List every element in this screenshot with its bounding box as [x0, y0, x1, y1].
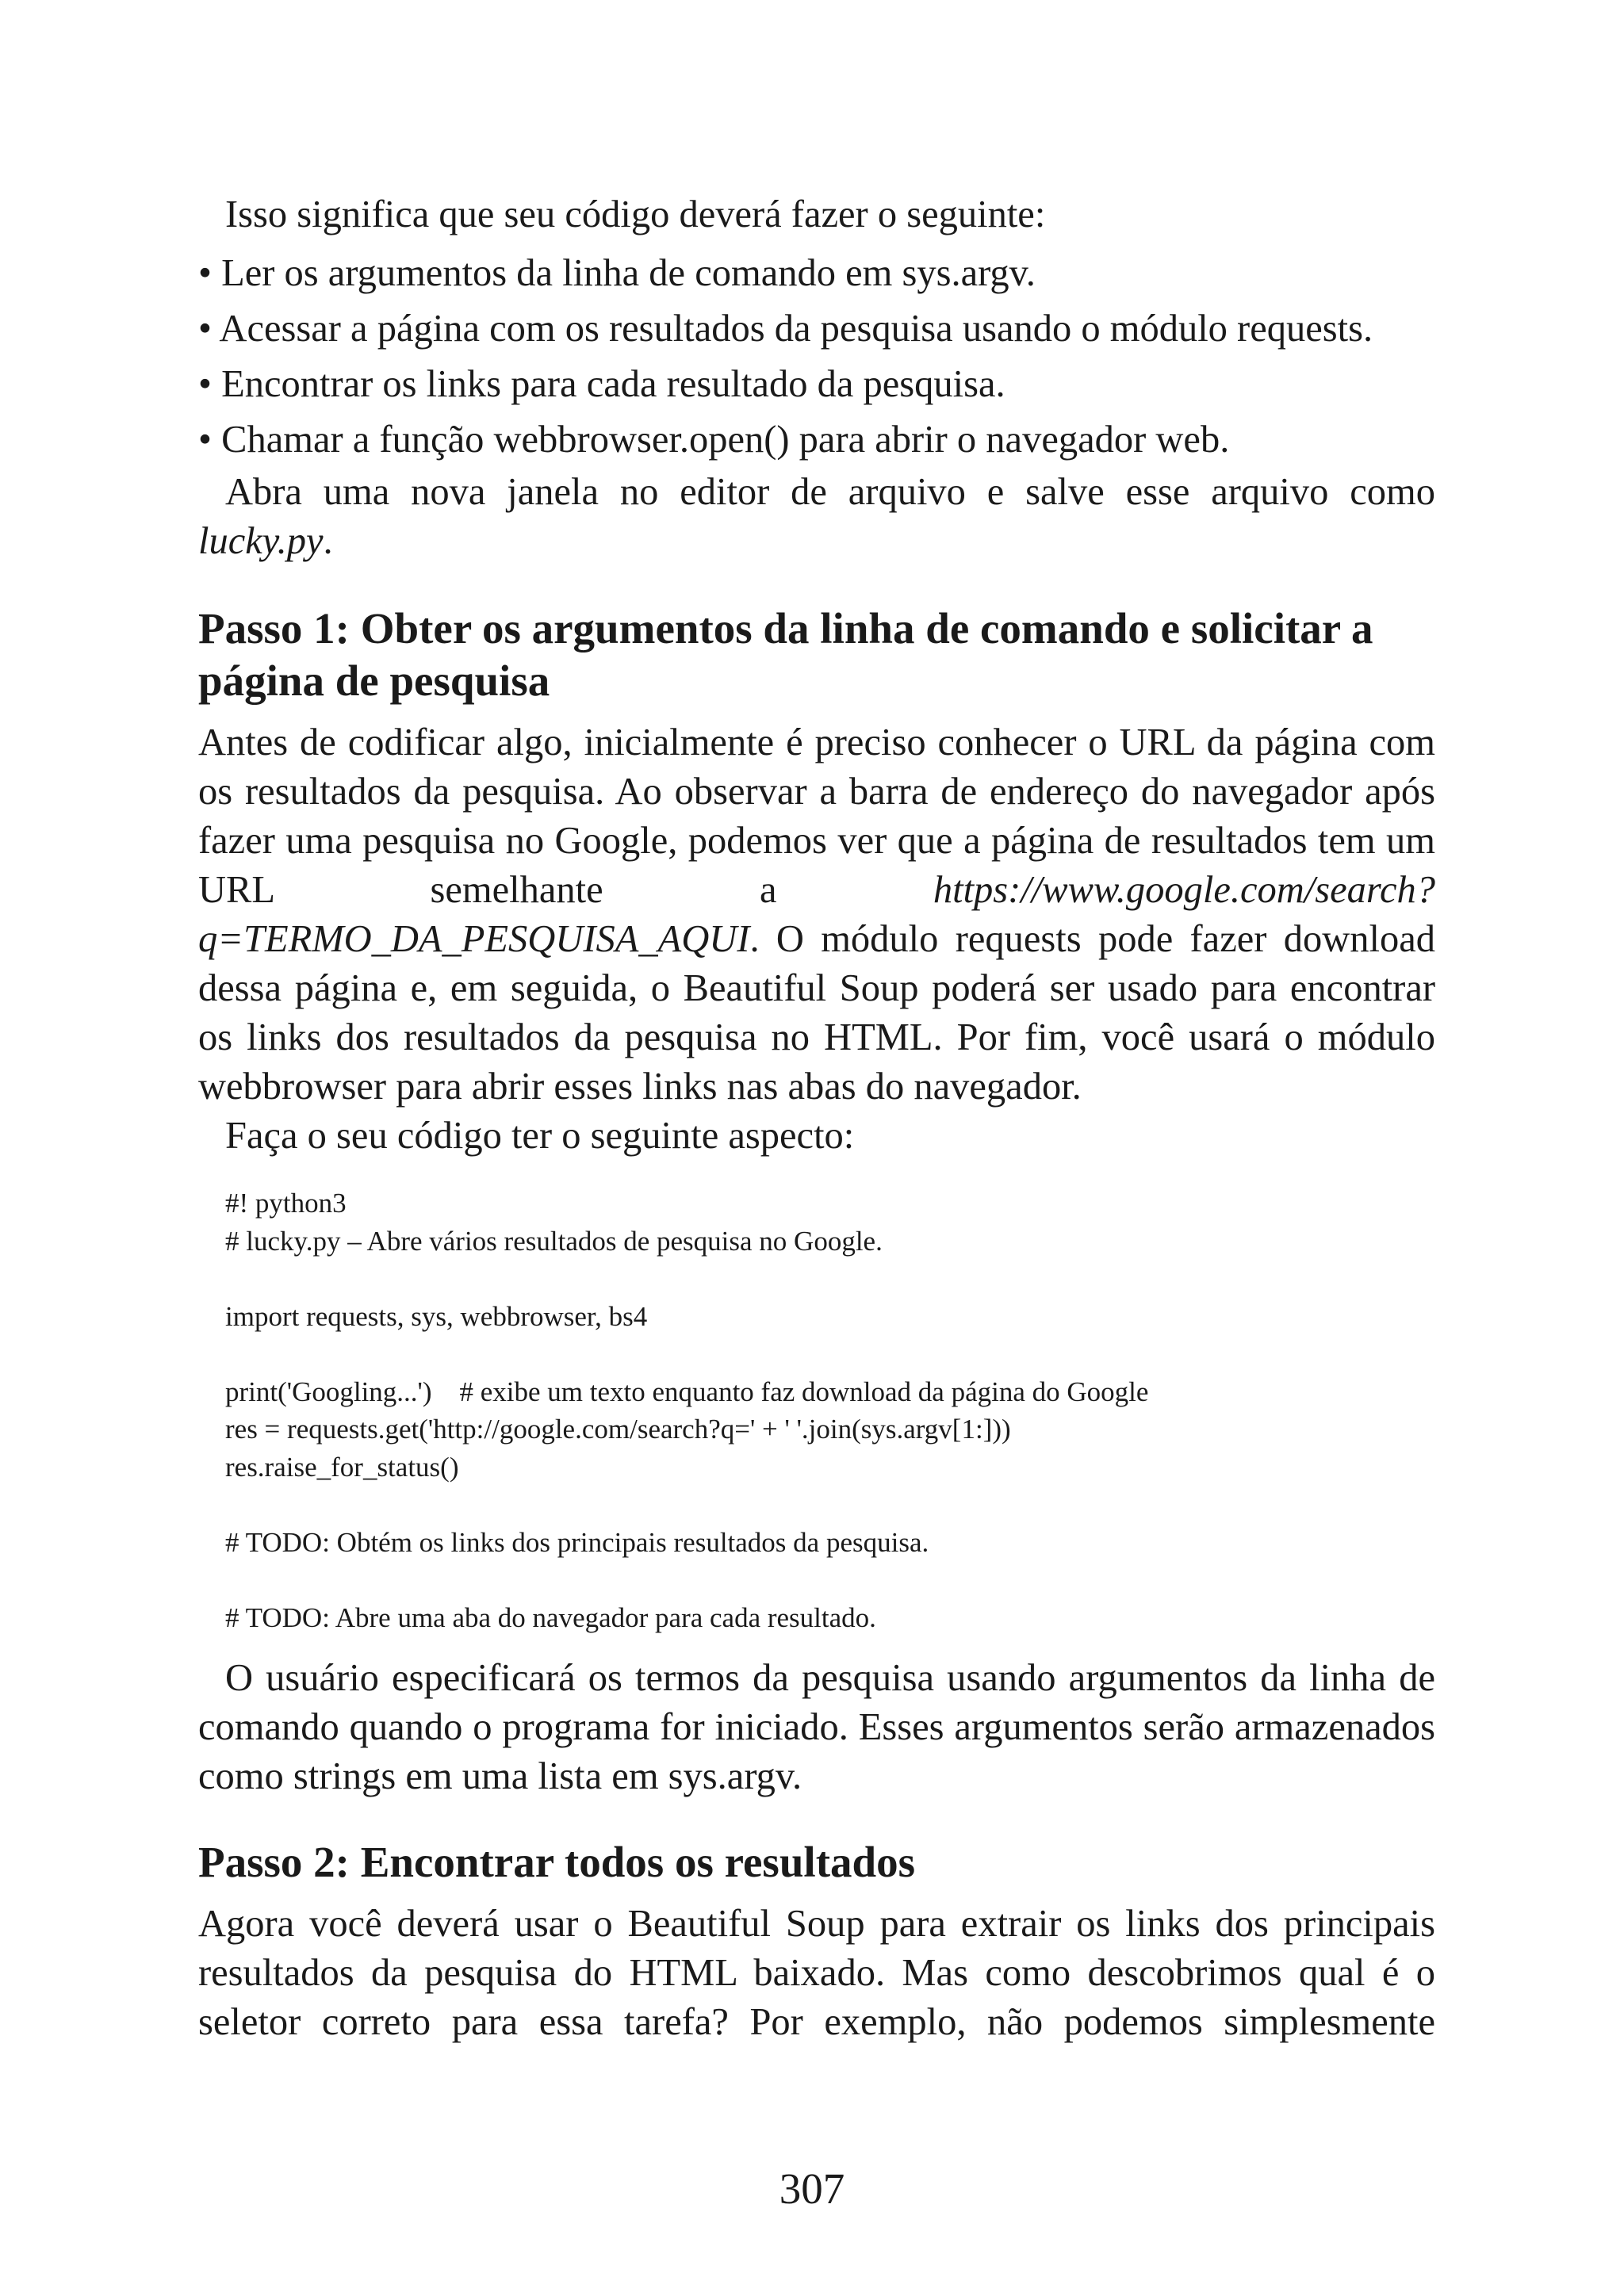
code-line: # lucky.py – Abre vários resultados de pesquisa no Google.: [225, 1225, 883, 1257]
step1-text-part1: Antes de codificar algo, inicialmente é preciso conhecer o URL da página com os resultados da pesquisa. Ao observar a barra de endereço do navegador após fazer uma pesquisa no Google, podemos ver que a página de resultados tem um URL semelhante a: [198, 721, 1435, 911]
intro-paragraph: Isso significa que seu código deverá fazer o seguinte:: [225, 193, 1046, 235]
bullet-item: • Ler os argumentos da linha de comando em sys.argv.: [198, 252, 1036, 294]
step1-text-part2: . O módulo requests pode fazer download dessa página e, em seguida, o Beautiful Soup poderá ser usado para encontrar os links dos resultados da pesquisa no HTML. Por fim, você usará o módulo webbrowser para abrir esses links nas abas do navegador.: [198, 918, 1435, 1108]
step1-heading: Passo 1: Obter os argumentos da linha de comando e solicitar a página de pesquisa: [198, 604, 1373, 705]
code-line: # TODO: Obtém os links dos principais resultados da pesquisa.: [225, 1526, 929, 1558]
open-file-end: .: [323, 520, 333, 562]
page-number: 307: [779, 2164, 845, 2213]
code-line-blank: [225, 1335, 1435, 1373]
bullet-item: • Encontrar os links para cada resultado da pesquisa.: [198, 363, 1005, 405]
code-line-blank: [225, 1561, 1435, 1599]
step2-heading: Passo 2: Encontrar todos os resultados: [198, 1838, 916, 1886]
bullet-list: [198, 246, 1435, 468]
open-file-paragraph: [198, 468, 1435, 566]
code-line: # TODO: Abre uma aba do navegador para cada resultado.: [225, 1601, 876, 1633]
code-listing: [225, 1184, 1435, 1636]
code-intro-paragraph: Faça o seu código ter o seguinte aspecto:: [225, 1115, 855, 1157]
step2-paragraph: Agora você deverá usar o Beautiful Soup para extrair os links dos principais resultados da pesquisa do HTML baixado. Mas como descobrimos qual é o seletor correto para essa tarefa? Por exemplo, não podemos simplesmente: [198, 1903, 1435, 2043]
search-url-part2: q=TERMO_DA_PESQUISA_AQUI: [198, 918, 750, 960]
code-line-blank: [225, 1486, 1435, 1524]
bullet-item: • Chamar a função webbrowser.open() para abrir o navegador web.: [198, 419, 1230, 461]
code-line: import requests, sys, webbrowser, bs4: [225, 1300, 648, 1332]
filename-lucky-py: lucky.py: [198, 520, 324, 562]
code-line: #! python3: [225, 1188, 347, 1219]
code-line: print('Googling...') # exibe um texto enquanto faz download da página do Google: [225, 1376, 1149, 1407]
code-line: res = requests.get('http://google.com/search?q=' + ' '.join(sys.argv[1:])): [225, 1414, 1011, 1445]
after-code-paragraph: O usuário especificará os termos da pesquisa usando argumentos da linha de comando quando o programa for iniciado. Esses argumentos serão armazenados como strings em uma lista em sys.argv.: [198, 1657, 1435, 1797]
code-line-blank: [225, 1260, 1435, 1298]
step1-paragraph: [198, 718, 1435, 1112]
open-file-text: Abra uma nova janela no editor de arquivo e salve esse arquivo como: [225, 471, 1435, 513]
search-url-part1: https://www.google.com/search?: [933, 869, 1436, 911]
page-content: [198, 190, 1435, 2047]
code-line: res.raise_for_status(): [225, 1451, 459, 1483]
bullet-item: • Acessar a página com os resultados da pesquisa usando o módulo requests.: [198, 308, 1373, 350]
